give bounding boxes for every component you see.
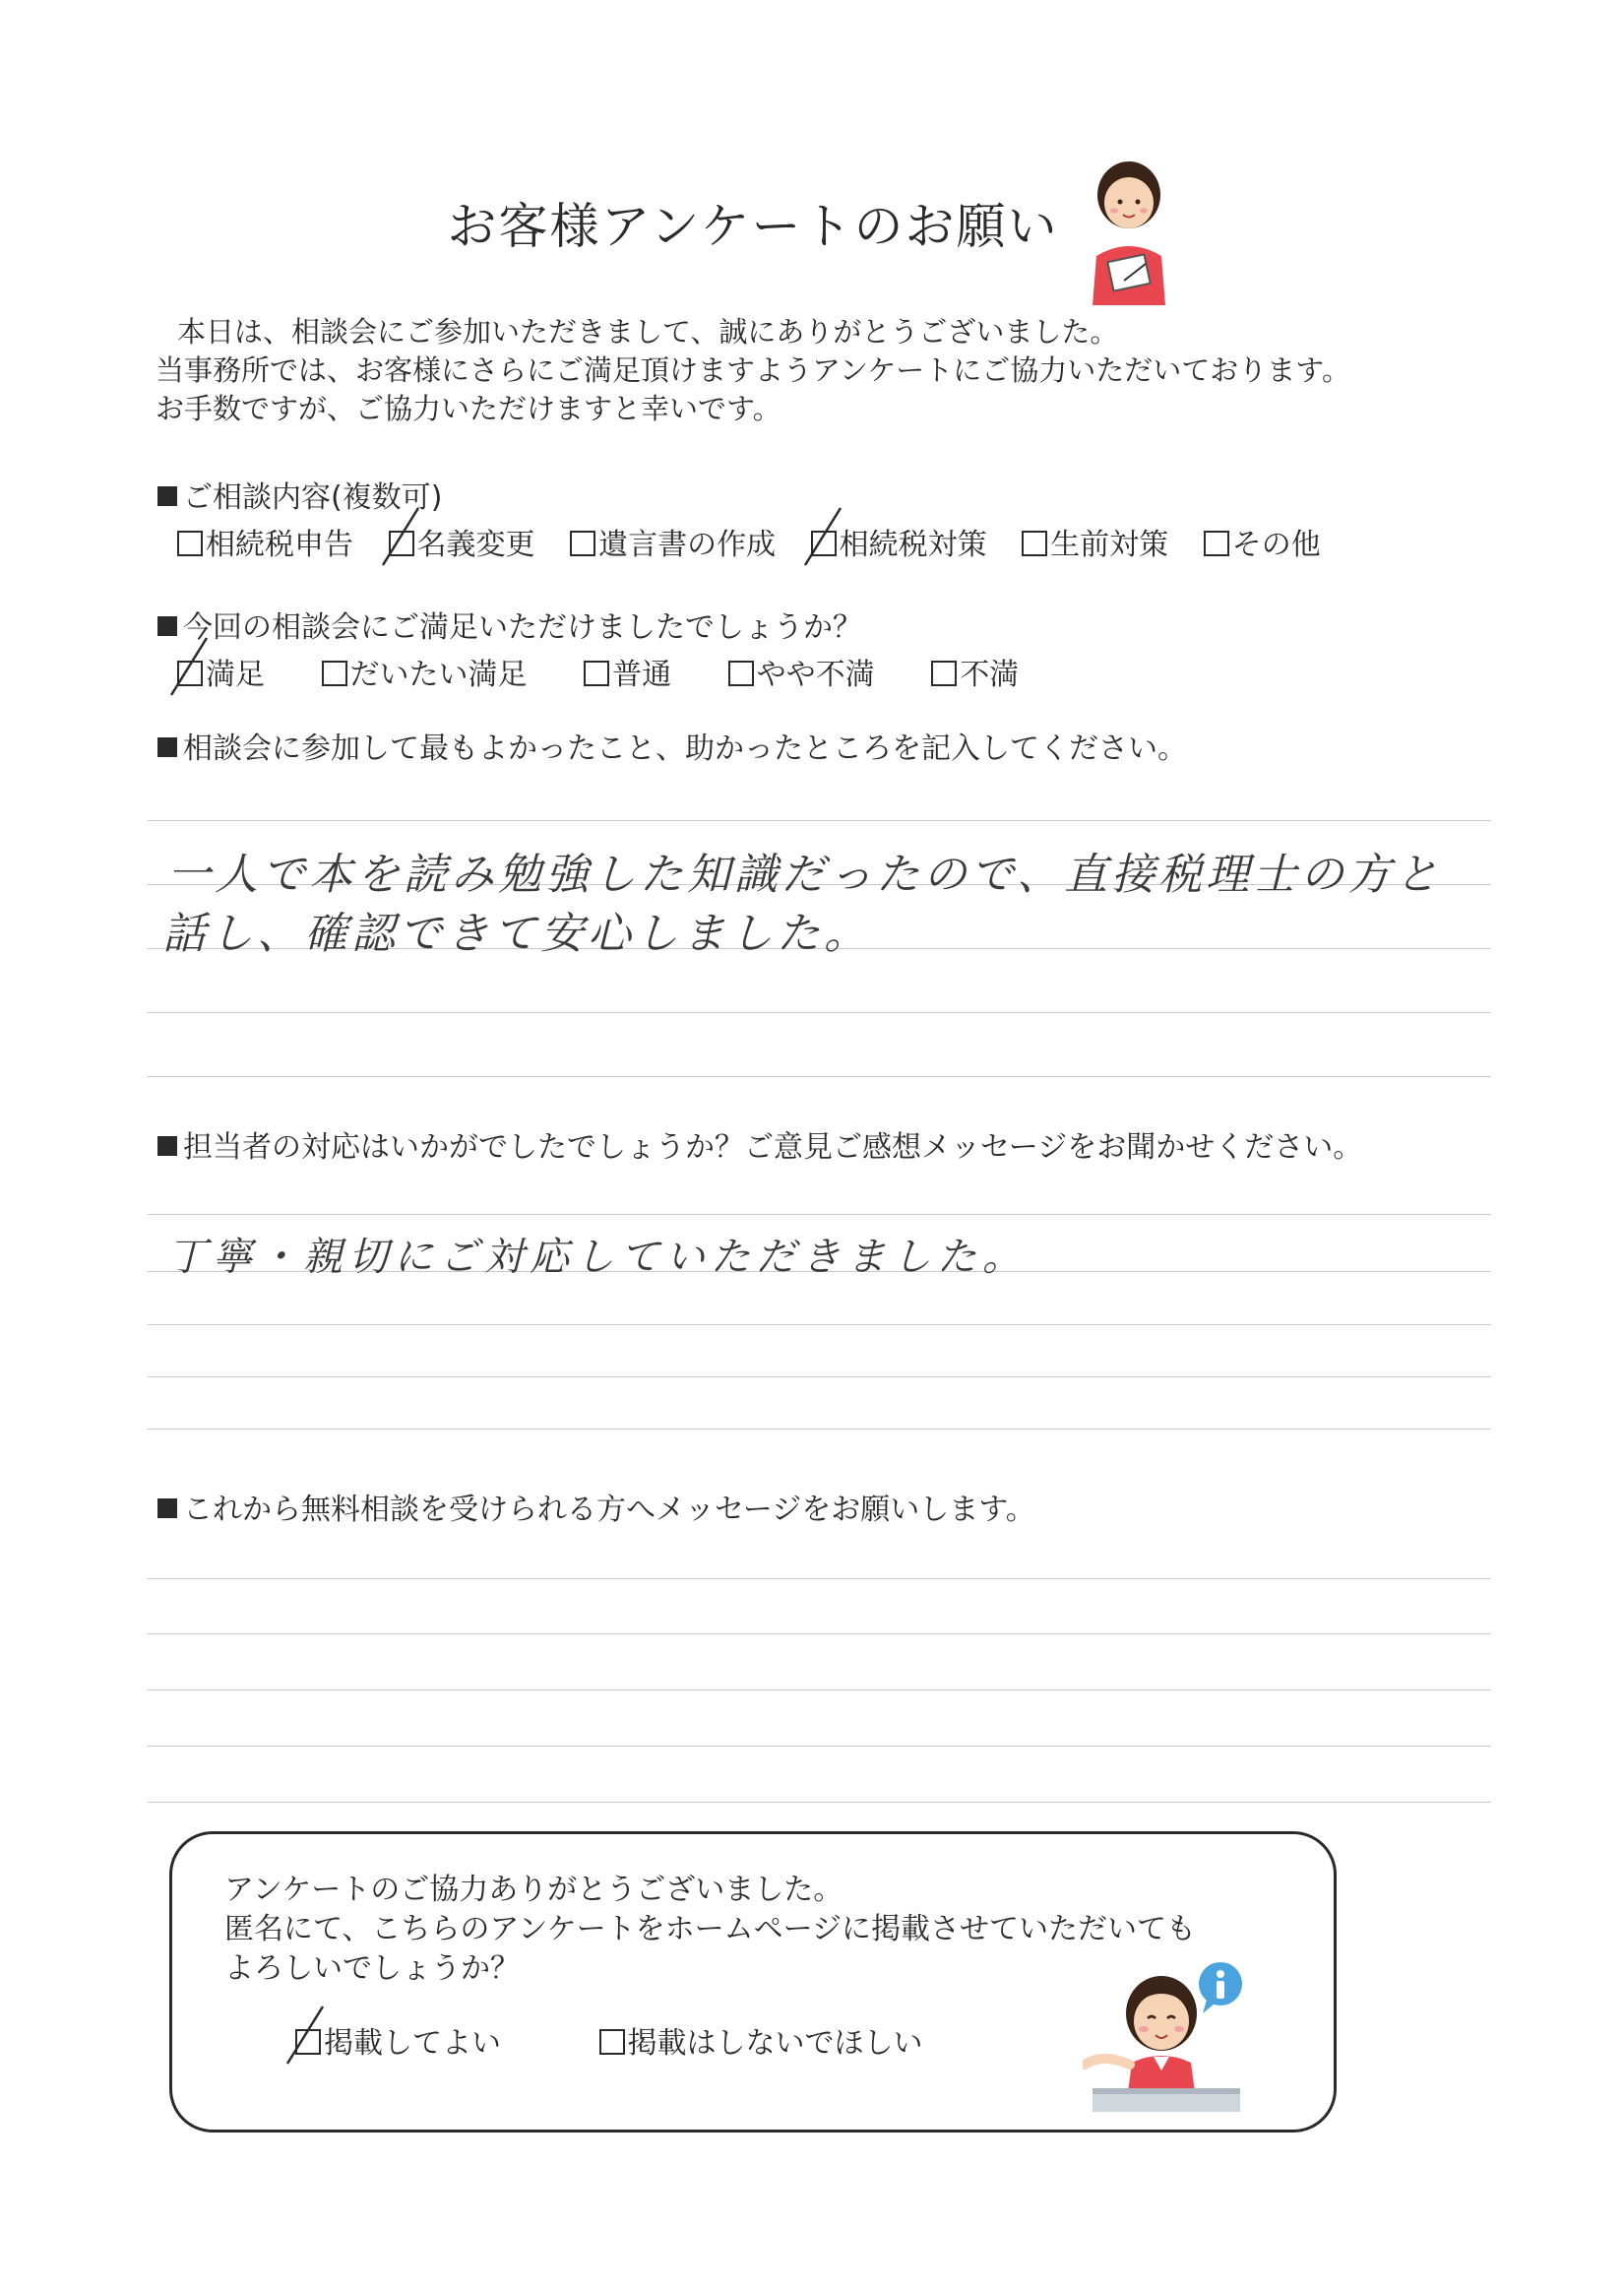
option-inheritance-tax-measures[interactable]: 相続税対策: [811, 520, 987, 563]
check-mark-icon: [801, 506, 844, 567]
publication-consent-options: [295, 2018, 1012, 2062]
option-somewhat-dissatisfied[interactable]: やや不満: [728, 650, 875, 693]
option-neutral[interactable]: 普通: [584, 650, 671, 693]
square-bullet-icon: [157, 486, 177, 506]
intro-line-3: お手数ですが、ご協力いただけますと幸いです。: [156, 392, 781, 425]
question-message-to-others: [157, 1485, 1035, 1528]
answer-line: [148, 1429, 1491, 1430]
answer-line: [148, 1012, 1491, 1013]
check-mark-icon: [379, 506, 422, 567]
square-bullet-icon: [157, 1136, 177, 1156]
satisfaction-options: [177, 650, 1044, 693]
answer-line: [148, 1633, 1491, 1634]
square-bullet-icon: [157, 1498, 177, 1518]
answer-line: [148, 1214, 1491, 1215]
handwritten-answer-line-2: 話し、確認できて安心しました。: [162, 909, 871, 959]
woman-with-clipboard-illustration: [1075, 158, 1183, 305]
option-will-creation[interactable]: 遺言書の作成: [570, 520, 776, 563]
question-best-part: [157, 724, 1187, 767]
option-satisfied[interactable]: 満足: [177, 650, 265, 693]
answer-line: [148, 820, 1491, 821]
receptionist-with-info-icon-illustration: [1083, 1954, 1255, 2117]
intro-line-1: 本日は、相談会にご参加いただきまして、誠にありがとうございました。: [177, 315, 1119, 349]
option-other[interactable]: その他: [1204, 520, 1321, 563]
answer-line: [148, 1376, 1491, 1377]
consultation-content-options: [177, 520, 1346, 563]
answer-line: [148, 1746, 1491, 1747]
question-label: 相談会に参加して最もよかったこと、助かったところを記入してください。: [183, 732, 1187, 766]
question-label: ご相談内容(複数可): [183, 480, 443, 515]
option-inheritance-tax-filing[interactable]: 相続税申告: [177, 520, 353, 563]
handwritten-answer-line-1: 丁寧・親切にご対応していただきました。: [167, 1235, 1028, 1280]
answer-line: [148, 1076, 1491, 1077]
check-mark-icon: [285, 2005, 329, 2066]
handwritten-answer-line-1: 一人で本を読み勉強した知識だったので、直接税理士の方と: [167, 850, 1443, 900]
checkbox-icon[interactable]: [728, 661, 754, 686]
option-do-not-publish[interactable]: 掲載はしないでほしい: [599, 2018, 923, 2062]
question-label: 担当者の対応はいかがでしたでしょうか？ご意見ご感想メッセージをお聞かせください。: [183, 1130, 1363, 1165]
answer-line: [148, 1689, 1491, 1690]
option-ok-to-publish[interactable]: 掲載してよい: [295, 2018, 501, 2062]
page-title: お客様アンケートのお願い: [447, 198, 1059, 255]
answer-line: [148, 1324, 1491, 1325]
intro-line-2: 当事務所では、お客様にさらにご満足頂けますようアンケートにご協力いただいております。: [156, 353, 1350, 387]
square-bullet-icon: [157, 737, 177, 757]
consent-line-3: よろしいでしょうか？: [224, 1951, 520, 1986]
square-bullet-icon: [157, 616, 177, 636]
option-mostly-satisfied[interactable]: だいたい満足: [322, 650, 528, 693]
answer-line: [148, 1578, 1491, 1579]
checkbox-icon[interactable]: [931, 661, 957, 686]
checkbox-icon[interactable]: [1022, 531, 1047, 556]
answer-line: [148, 1802, 1491, 1803]
checkbox-icon[interactable]: [177, 531, 203, 556]
consent-line-2: 匿名にて、こちらのアンケートをホームページに掲載させていただいても: [224, 1912, 1196, 1946]
publication-consent-text: [224, 1871, 1196, 1989]
question-label: 今回の相談会にご満足いただけましたでしょうか？: [183, 610, 862, 645]
checkbox-icon[interactable]: [322, 661, 347, 686]
consent-line-1: アンケートのご協力ありがとうございました。: [224, 1873, 843, 1907]
checkbox-icon[interactable]: [1204, 531, 1229, 556]
checkbox-icon[interactable]: [570, 531, 595, 556]
question-staff-response: [157, 1122, 1362, 1166]
question-label: これから無料相談を受けられる方へメッセージをお願いします。: [183, 1493, 1035, 1527]
checkbox-icon[interactable]: [599, 2029, 625, 2055]
checkbox-icon[interactable]: [584, 661, 609, 686]
option-name-change[interactable]: 名義変更: [389, 520, 535, 563]
check-mark-icon: [167, 636, 211, 697]
option-pre-death-measures[interactable]: 生前対策: [1022, 520, 1168, 563]
question-satisfaction: [157, 603, 862, 646]
intro-text: [156, 313, 1350, 428]
option-dissatisfied[interactable]: 不満: [931, 650, 1019, 693]
